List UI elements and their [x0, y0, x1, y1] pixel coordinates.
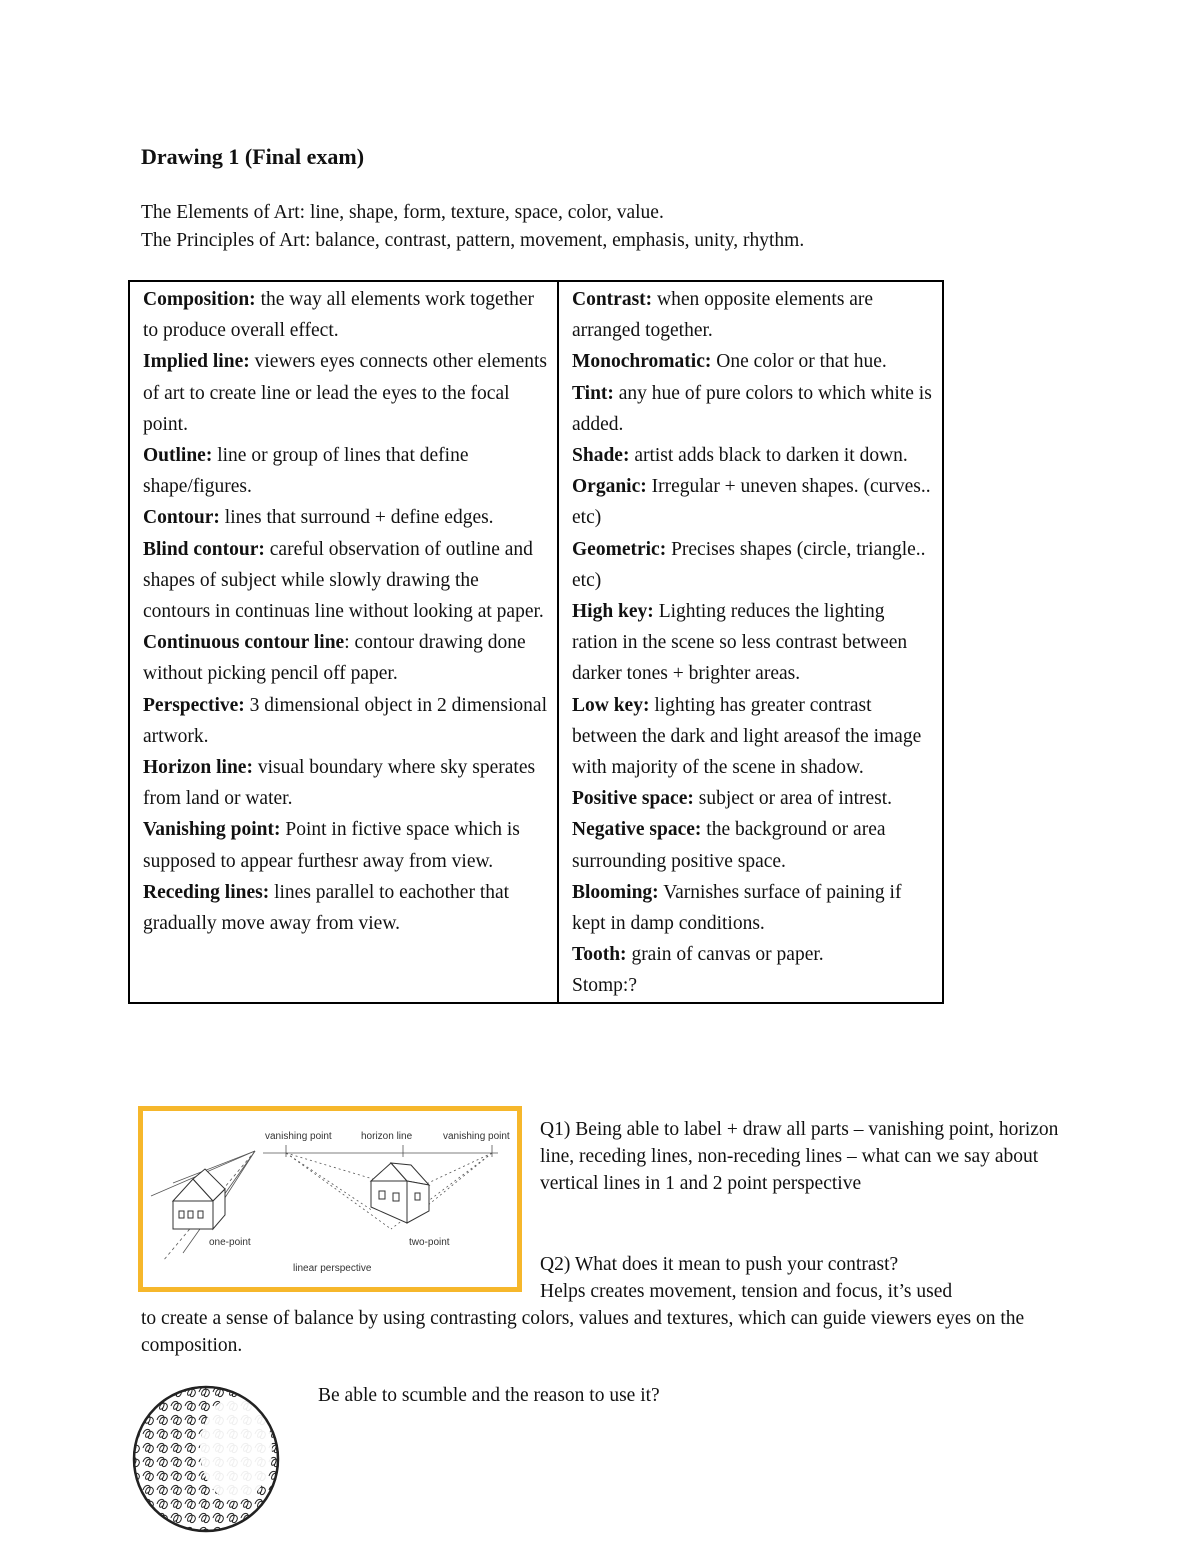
- definition-text: lighting has greater contrast between the dark and light areasof the image with majority of the scene in shadow.: [572, 694, 922, 779]
- one-point-house: [173, 1169, 225, 1229]
- definition-composition: [143, 284, 549, 346]
- scumble-question: Be able to scumble and the reason to use it?: [318, 1385, 660, 1406]
- perspective-diagram: [143, 1111, 517, 1287]
- definition-text: grain of canvas or paper.: [626, 944, 824, 966]
- linear-perspective-figure: [138, 1106, 522, 1292]
- right-definitions-column: [558, 281, 943, 1003]
- question-2: Q2) What does it mean to push your contrast?: [540, 1254, 899, 1275]
- term-label: Shade:: [572, 445, 630, 467]
- definition-text: lines that surround + define edges.: [219, 507, 494, 529]
- definition-geometric: [572, 534, 934, 596]
- definition-text: artist adds black to darken it down.: [629, 445, 908, 467]
- definition-text: the way all elements work together to produce overall effect.: [143, 289, 535, 342]
- definition-text: viewers eyes connects other elements of art to create line or lead the eyes to the focal point.: [143, 351, 547, 435]
- definition-text: the background or area surrounding positive space.: [572, 819, 886, 872]
- definition-monochromatic: [572, 346, 934, 377]
- term-label: Horizon line:: [143, 757, 253, 779]
- definitions-table: [128, 280, 944, 1004]
- definition-outline: [143, 440, 549, 502]
- term-label: Tooth:: [572, 944, 627, 966]
- definition-text: careful observation of outline and shapes of subject while slowly drawing the contours in continuas line without looking at paper.: [143, 538, 544, 623]
- definition-shade: [572, 440, 934, 471]
- definition-text: : contour drawing done without picking pencil off paper.: [143, 632, 526, 685]
- elements-of-art-line: The Elements of Art: line, shape, form, texture, space, color, value.: [141, 202, 664, 223]
- term-label: Positive space:: [572, 788, 694, 810]
- definition-contour: [143, 502, 549, 533]
- term-label: Outline:: [143, 445, 213, 467]
- term-label: Contour:: [143, 507, 220, 529]
- definitions-row: [129, 281, 943, 1003]
- term-label: Geometric:: [572, 538, 667, 560]
- definition-text: any hue of pure colors to which white is added.: [572, 382, 932, 435]
- term-label: Contrast:: [572, 289, 653, 310]
- definition-high-key: [572, 596, 934, 690]
- term-label: Perspective:: [143, 694, 245, 716]
- definition-tooth: [572, 939, 934, 970]
- definition-text: subject or area of intrest.: [693, 788, 893, 810]
- definition-horizon-line: [143, 752, 549, 814]
- definition-text: 3 dimensional object in 2 dimensional artwork.: [143, 694, 547, 747]
- term-label: Monochromatic:: [572, 351, 712, 373]
- definition-text: One color or that hue.: [711, 351, 887, 373]
- vanishing-point-left-label: vanishing point: [265, 1131, 332, 1142]
- one-point-label: one-point: [209, 1237, 251, 1248]
- principles-of-art-line: The Principles of Art: balance, contrast, pattern, movement, emphasis, unity, rhythm.: [141, 230, 805, 251]
- definition-continuous-contour-line: [143, 627, 549, 689]
- definition-tint: [572, 378, 934, 440]
- term-label: Continuous contour line: [143, 632, 345, 654]
- two-point-label: two-point: [409, 1237, 450, 1248]
- definition-vanishing-point: [143, 814, 549, 876]
- definition-negative-space: [572, 814, 934, 876]
- definition-receding-lines: [143, 877, 549, 939]
- definition-positive-space: [572, 783, 934, 814]
- question-1: Q1) Being able to label + draw all parts – vanishing point, horizon line, receding lines, non-receding lines – what can we say about vertical lines in 1 and 2 point perspective: [540, 1119, 1059, 1194]
- definition-text: when opposite elements are arranged together.: [572, 289, 874, 342]
- definition-text: visual boundary where sky sperates from land or water.: [143, 757, 536, 810]
- horizon-line-label: horizon line: [361, 1131, 413, 1142]
- definition-blooming: [572, 877, 934, 939]
- definition-text: Varnishes surface of paining if kept in damp conditions.: [572, 881, 902, 935]
- scumble-sphere-illustration: [128, 1385, 288, 1540]
- definition-text: Lighting reduces the lighting ration in the scene so less contrast between darker tones + brighter areas.: [572, 601, 908, 685]
- definition-blind-contour: [143, 534, 549, 628]
- definition-text: lines parallel to eachother that gradually move away from view.: [143, 881, 510, 935]
- question-2-answer-first-line: Helps creates movement, tension and focus, it’s used: [540, 1281, 953, 1302]
- receding-line: [286, 1153, 373, 1211]
- term-label: Blooming:: [572, 881, 659, 903]
- term-label: High key:: [572, 601, 654, 623]
- vanishing-point-right-label: vanishing point: [443, 1131, 510, 1142]
- definition-text: Point in fictive space which is supposed to appear furthesr away from view.: [143, 819, 520, 872]
- term-label: Composition:: [143, 289, 256, 310]
- definition-text: line or group of lines that define shape/figures.: [143, 445, 469, 498]
- term-label: Tint:: [572, 382, 614, 404]
- term-label: Receding lines:: [143, 881, 270, 903]
- definition-text: Stomp:?: [572, 975, 638, 997]
- linear-perspective-label: linear perspective: [293, 1263, 372, 1274]
- term-label: Vanishing point:: [143, 819, 281, 841]
- definition-contrast: [572, 284, 934, 346]
- term-label: Implied line:: [143, 351, 250, 373]
- two-point-house: [371, 1163, 429, 1223]
- definition-low-key: [572, 690, 934, 784]
- definition-perspective: [143, 690, 549, 752]
- definition-stomp: [572, 970, 934, 1001]
- definition-text: Irregular + uneven shapes. (curves.. etc): [572, 476, 931, 529]
- definition-text: Precises shapes (circle, triangle.. etc): [572, 538, 926, 591]
- definition-organic: [572, 471, 934, 533]
- term-label: Low key:: [572, 694, 650, 716]
- definition-implied-line: [143, 346, 549, 440]
- page-title: Drawing 1 (Final exam): [141, 144, 365, 169]
- question-2-answer-rest: to create a sense of balance by using contrasting colors, values and textures, which can guide viewers eyes on the composition.: [141, 1308, 1025, 1356]
- term-label: Organic:: [572, 476, 647, 498]
- term-label: Negative space:: [572, 819, 702, 841]
- term-label: Blind contour:: [143, 538, 265, 560]
- receding-line: [286, 1153, 373, 1179]
- left-definitions-column: [129, 281, 558, 1003]
